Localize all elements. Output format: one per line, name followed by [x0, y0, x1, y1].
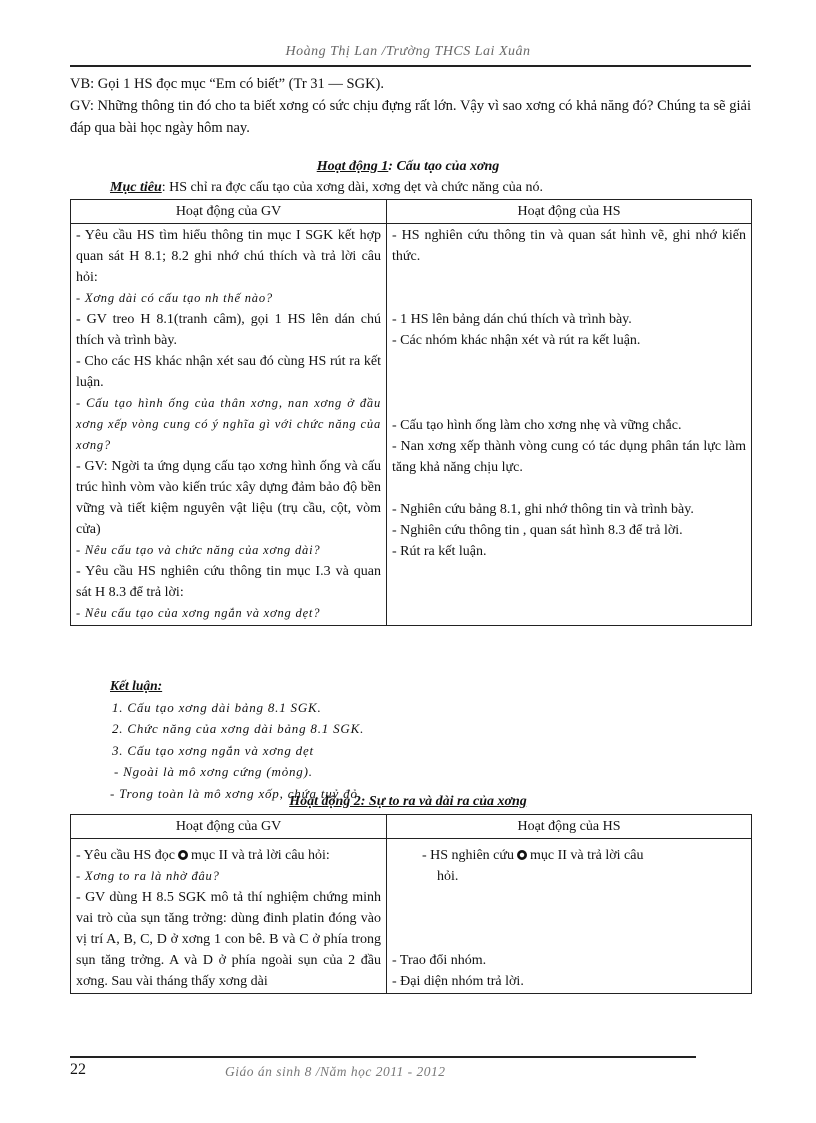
reference-symbol-icon	[178, 850, 188, 860]
activity-1-title-prefix: Hoạt động 1	[316, 159, 389, 174]
gv-item: - Yêu cầu HS tìm hiểu thông tin mục I SGK kết hợp quan sát H 8.1; 8.2 ghi nhớ chú thích và trả lời câu hỏi:	[76, 228, 381, 285]
table-header-row	[71, 200, 752, 224]
goal-text: : HS chỉ ra đợc cấu tạo của xơng dài, xơng dẹt và chức năng của nó.	[161, 180, 543, 195]
gv-question: - Cấu tạo hình ống của thân xơng, nan xơng ở đầu xơng xếp vòng cung có ý nghĩa gì với chức năng của xơng?	[76, 396, 381, 452]
hs-item: hỏi.	[437, 869, 459, 884]
activity-1-goal	[110, 180, 750, 196]
gv-question: - Nêu cấu tạo và chức năng của xơng dài?	[76, 543, 321, 557]
activity-1-title-suffix: : Cấu tạo của xơng	[388, 159, 500, 174]
hs-cell	[387, 839, 752, 994]
hs-item	[392, 845, 746, 866]
gv-question: - Xơng dài có cấu tạo nh thế nào?	[76, 291, 273, 305]
hs-item: - Nan xơng xếp thành vòng cung có tác dụng phân tán lực làm tăng khả năng chịu lực.	[392, 439, 746, 475]
gv-text: - Yêu cầu HS đọc	[76, 848, 176, 863]
hs-text: mục II và trả lời câu	[529, 848, 644, 863]
activity-1-table	[70, 199, 752, 626]
footer-text: Giáo án sinh 8 /Năm học 2011 - 2012	[225, 1064, 446, 1079]
activity-2-title-text: Hoạt động 2: Sự to ra và dài ra của xơng	[289, 794, 527, 809]
gv-text: mục II và trả lời câu hỏi:	[191, 848, 330, 863]
conclusion-item: 1. Cấu tạo xơng dài bảng 8.1 SGK.	[112, 699, 322, 715]
activity-2-table	[70, 814, 752, 994]
col-header-hs: Hoạt động của HS	[387, 815, 752, 839]
gv-item: - Cho các HS khác nhận xét sau đó cùng HS rút ra kết luận.	[76, 354, 381, 390]
intro-line-2: GV: Những thông tin đó cho ta biết xơng có sức chịu đựng rất lớn. Vậy vì sao xơng có khả năng đó? Chúng ta sẽ giải đáp qua bài học ngày hôm nay.	[70, 98, 751, 136]
page-header: Hoàng Thị Lan /Trường THCS Lai Xuân	[285, 44, 531, 59]
gv-question: - Xơng to ra là nhờ đâu?	[76, 869, 220, 883]
gv-cell	[71, 839, 387, 994]
gv-item: - Yêu cầu HS nghiên cứu thông tin mục I.3 và quan sát H 8.3 để trả lời:	[76, 564, 381, 600]
gv-cell	[71, 224, 387, 626]
hs-cell	[387, 224, 752, 626]
col-header-gv: Hoạt động của GV	[71, 200, 387, 224]
conclusion-item: - Ngoài là mô xơng cứng (mỏng).	[114, 764, 313, 779]
col-header-gv: Hoạt động của GV	[71, 815, 387, 839]
intro-block	[70, 73, 751, 139]
hs-item: - HS nghiên cứu thông tin và quan sát hình vẽ, ghi nhớ kiến thức.	[392, 228, 746, 264]
gv-question: - Nêu cấu tạo của xơng ngắn và xơng dẹt?	[76, 606, 321, 620]
header-rule	[70, 65, 751, 67]
col-header-hs: Hoạt động của HS	[387, 200, 752, 224]
hs-item: - Rút ra kết luận.	[392, 544, 487, 559]
gv-item: - GV treo H 8.1(tranh câm), gọi 1 HS lên dán chú thích và trình bày.	[76, 312, 381, 348]
footer-rule	[70, 1056, 696, 1058]
table-row	[71, 224, 752, 626]
intro-line-1: VB: Gọi 1 HS đọc mục “Em có biết” (Tr 31 — SGK).	[70, 76, 385, 92]
table-row	[71, 839, 752, 994]
activity-2-title	[0, 794, 816, 810]
conclusion-item: 3. Cấu tạo xơng ngắn và xơng dẹt	[112, 742, 314, 758]
hs-item: - Nghiên cứu bảng 8.1, ghi nhớ thông tin và trình bày.	[392, 502, 694, 517]
conclusion-heading: Kết luận:	[110, 678, 163, 693]
reference-symbol-icon	[517, 850, 527, 860]
hs-item: - 1 HS lên bảng dán chú thích và trình bày.	[392, 312, 632, 327]
hs-item: - Nghiên cứu thông tin , quan sát hình 8.3 để trả lời.	[392, 523, 683, 538]
hs-text: - HS nghiên cứu	[422, 848, 514, 863]
hs-item: - Cấu tạo hình ống làm cho xơng nhẹ và vững chắc.	[392, 418, 682, 433]
hs-item: - Các nhóm khác nhận xét và rút ra kết luận.	[392, 333, 641, 348]
table-header-row	[71, 815, 752, 839]
goal-label: Mục tiêu	[110, 180, 162, 195]
conclusion-item: - Trong toàn là mô xơng xốp, chứa tuỷ đỏ.	[110, 785, 362, 801]
gv-item	[76, 845, 381, 866]
page-number: 22	[70, 1061, 86, 1078]
conclusion-block	[110, 675, 750, 804]
hs-item: - Đại diện nhóm trả lời.	[392, 974, 524, 989]
gv-item: - GV: Ngời ta ứng dụng cấu tạo xơng hình ống và cấu trúc hình vòm vào kiến trúc xây dựng đảm bảo độ bền vững và tiết kiệm nguyên vật liệu (trụ cầu, cột, vòm cửa)	[76, 459, 381, 537]
activity-1-title	[0, 159, 816, 175]
hs-item: - Trao đổi nhóm.	[392, 953, 487, 968]
gv-item: - GV dùng H 8.5 SGK mô tả thí nghiệm chứng minh vai trò của sụn tăng trởng: dùng đinh platin đóng vào vị trí A, B, C, D ở xơng 1 con bê. B và C ở phía trong sụn tăng trởng. A và D ở phía ngoài sụn của 2 đầu xơng. Sau vài tháng thấy xơng dài	[76, 890, 381, 989]
conclusion-item: 2. Chức năng của xơng dài bảng 8.1 SGK.	[112, 721, 365, 736]
